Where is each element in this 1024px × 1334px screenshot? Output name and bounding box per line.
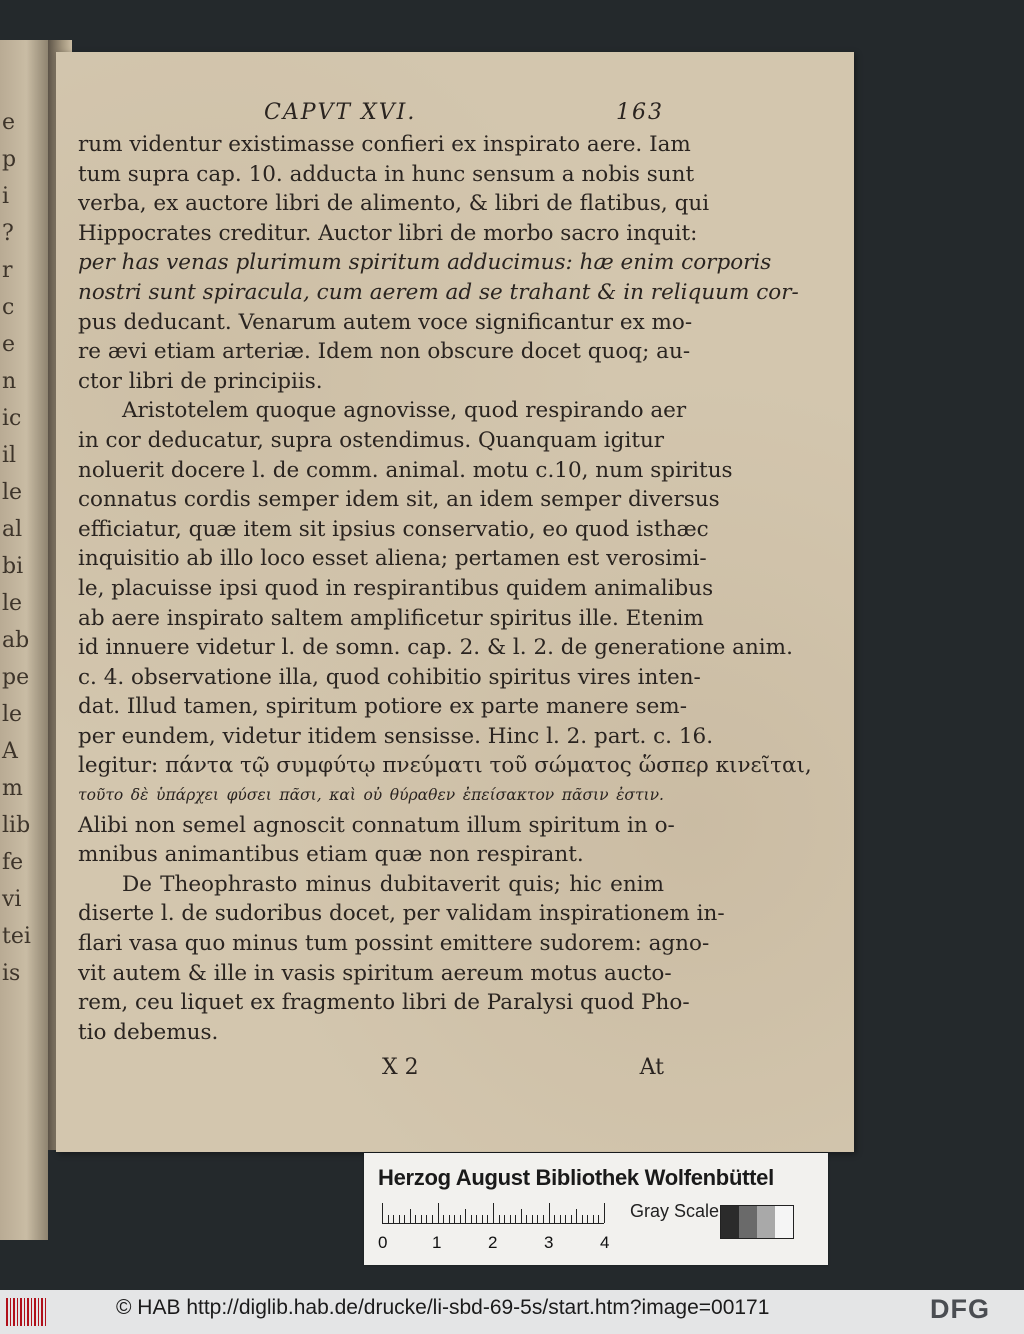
text-line: c. 4. observatione illa, quod cohibitio spiritus vires inten- [78, 664, 701, 690]
text-line: inquisitio ab illo loco esset aliena; pertamen est verosimi- [78, 546, 707, 572]
left-page-fragment: r [2, 258, 13, 283]
left-page-fragment: le [2, 591, 23, 616]
text-line: verba, ex auctore libri de alimento, & libri de flatibus, qui [78, 191, 710, 217]
ruler-tick [565, 1215, 566, 1223]
text-line: flari vasa quo minus tum possint emittere sudorem: agno- [78, 931, 710, 957]
barcode-icon [6, 1298, 46, 1326]
ruler-tick [399, 1215, 400, 1223]
gray-swatch [739, 1206, 757, 1238]
ruler-tick [587, 1215, 588, 1223]
running-head: CAPVT XVI. [264, 100, 417, 125]
gray-swatches [720, 1205, 794, 1239]
page-header [78, 100, 664, 130]
text-line: dat. Illud tamen, spiritum potiore ex parte manere sem- [78, 694, 687, 720]
ruler-tick [593, 1215, 594, 1223]
left-page-fragment: e [2, 110, 16, 135]
text-line: connatus cordis semper idem sit, an idem semper diversus [78, 487, 720, 513]
ruler-tick [482, 1215, 483, 1223]
ruler-tick [471, 1215, 472, 1223]
text-lines [78, 130, 812, 1047]
left-page-fragment: ? [2, 221, 14, 246]
text-line: De Theophrasto minus dubitaverit quis; hic enim [122, 871, 664, 897]
copyright-link[interactable]: © HAB http://diglib.hab.de/drucke/li-sbd-69-5s/start.htm?image=00171 [116, 1296, 770, 1319]
library-name: Herzog August Bibliothek Wolfenbüttel [378, 1165, 774, 1190]
gray-scale-card [364, 1153, 828, 1265]
text-line: efficiatur, quæ item sit ipsius conservatio, eo quod isthæc [78, 516, 709, 542]
text-line: vit autem & ille in vasis spiritum aereum motus aucto- [78, 960, 672, 986]
book-page [56, 52, 854, 1152]
text-line: Hippocrates creditur. Auctor libri de morbo sacro inquit: [78, 220, 698, 246]
left-page-fragment: ab [2, 628, 30, 653]
ruler-tick [521, 1209, 522, 1223]
text-line: per eundem, videtur itidem sensisse. Hinc l. 2. part. c. 16. [78, 723, 714, 749]
left-page-fragment: ic [2, 406, 22, 431]
text-line: re ævi etiam arteriæ. Idem non obscure docet quoq; au- [78, 339, 691, 365]
page-number: 163 [616, 100, 664, 125]
left-page-fragment: p [2, 147, 17, 172]
left-page-fragment: bi [2, 554, 24, 579]
ruler-tick [415, 1215, 416, 1223]
left-page-fragment: i [2, 184, 10, 209]
text-line: legitur: πάντα τῷ συμφύτῳ πνεύματι τοῦ σώματος ὥσπερ κινεῖται, [78, 753, 812, 779]
ruler-tick [560, 1215, 561, 1223]
left-page-fragment: c [2, 295, 15, 320]
left-page-fragment: vi [2, 887, 22, 912]
ruler-tick [432, 1215, 433, 1223]
scale-number: 1 [432, 1233, 442, 1252]
ruler-tick [571, 1215, 572, 1223]
page-text [78, 100, 812, 1083]
text-line: nostri sunt spiracula, cum aerem ad se trahant & in reliquum cor- [78, 279, 799, 305]
left-page-fragment: A [2, 739, 18, 764]
left-page-fragment: e [2, 332, 16, 357]
ruler-tick [504, 1215, 505, 1223]
signature-mark: X 2 [382, 1055, 419, 1081]
bottom-bar [0, 1290, 1024, 1334]
ruler-tick [487, 1215, 488, 1223]
text-line: in cor deducatur, supra ostendimus. Quanquam igitur [78, 427, 665, 453]
scale-number: 3 [544, 1233, 554, 1252]
left-page-fragment: fe [2, 850, 24, 875]
ruler-tick [393, 1215, 394, 1223]
text-line: τοῦτο δὲ ὑπάρχει φύσει πᾶσι, καὶ οὐ θύραθεν ἐπείσακτον πᾶσιν ἐστιν. [78, 786, 664, 805]
ruler-tick [426, 1215, 427, 1223]
ruler-tick [526, 1215, 527, 1223]
ruler-tick [476, 1215, 477, 1223]
text-line: noluerit docere l. de comm. animal. motu c.10, num spiritus [78, 457, 733, 483]
ruler-tick [598, 1215, 599, 1223]
ruler-tick [604, 1203, 605, 1223]
ruler-tick [537, 1215, 538, 1223]
ruler-tick [454, 1215, 455, 1223]
ruler-scale [382, 1203, 604, 1224]
ruler-tick [443, 1215, 444, 1223]
left-page-fragment: il [2, 443, 17, 468]
ruler-tick [404, 1215, 405, 1223]
text-line: ctor libri de principiis. [78, 368, 323, 394]
text-line: pus deducant. Venarum autem voce significantur ex mo- [78, 309, 693, 335]
ruler-tick [460, 1215, 461, 1223]
text-line: diserte l. de sudoribus docet, per validam inspirationem in- [78, 901, 725, 927]
gray-swatch [775, 1206, 793, 1238]
ruler-tick [549, 1203, 550, 1223]
ruler-tick [493, 1203, 494, 1223]
left-facing-page [0, 40, 48, 1240]
ruler-tick [421, 1215, 422, 1223]
gray-swatch [721, 1206, 739, 1238]
ruler-tick [510, 1215, 511, 1223]
ruler-tick [465, 1209, 466, 1223]
left-page-fragment: m [2, 776, 23, 801]
left-page-fragment: lib [2, 813, 31, 838]
ruler-tick [532, 1215, 533, 1223]
ruler-tick [499, 1215, 500, 1223]
scale-number: 0 [378, 1233, 388, 1252]
catchword: At [639, 1055, 664, 1081]
left-page-fragment: tei [2, 924, 31, 949]
dfg-logo: DFG [930, 1294, 990, 1324]
left-page-fragment: le [2, 702, 23, 727]
text-line: mnibus animantibus etiam quæ non respirant. [78, 842, 584, 868]
scale-number: 2 [488, 1233, 498, 1252]
left-page-fragment: pe [2, 665, 30, 690]
text-line: tio debemus. [78, 1019, 219, 1045]
ruler-tick [410, 1209, 411, 1223]
left-page-fragment: al [2, 517, 23, 542]
left-page-fragment: le [2, 480, 23, 505]
text-line: le, placuisse ipsi quod in respirantibus quidem animalibus [78, 575, 714, 601]
ruler-tick [515, 1215, 516, 1223]
ruler-tick [543, 1215, 544, 1223]
text-line: rum videntur existimasse confieri ex inspirato aere. Iam [78, 132, 691, 157]
scale-number: 4 [600, 1233, 610, 1252]
ruler-tick [554, 1215, 555, 1223]
text-line: rem, ceu liquet ex fragmento libri de Paralysi quod Pho- [78, 990, 690, 1016]
ruler-tick [382, 1203, 383, 1223]
page-footer [78, 1053, 664, 1083]
text-line: Aristotelem quoque agnovisse, quod respirando aer [122, 398, 687, 424]
gray-scale-label: Gray Scale [630, 1201, 720, 1221]
ruler-tick [438, 1203, 439, 1223]
ruler-tick [576, 1209, 577, 1223]
text-line: id innuere videtur l. de somn. cap. 2. & l. 2. de generatione anim. [78, 635, 793, 661]
ruler-tick [582, 1215, 583, 1223]
text-line: Alibi non semel agnoscit connatum illum spiritum in o- [78, 812, 675, 838]
left-page-fragment: is [2, 961, 21, 986]
text-line: ab aere inspirato saltem amplificetur spiritus ille. Etenim [78, 605, 704, 631]
ruler-tick [388, 1215, 389, 1223]
ruler-tick [449, 1215, 450, 1223]
gray-swatch [757, 1206, 775, 1238]
text-line: tum supra cap. 10. adducta in hunc sensum a nobis sunt [78, 161, 695, 187]
left-page-fragment: n [2, 369, 17, 394]
text-line: per has venas plurimum spiritum adducimus: hæ enim corporis [78, 250, 772, 276]
